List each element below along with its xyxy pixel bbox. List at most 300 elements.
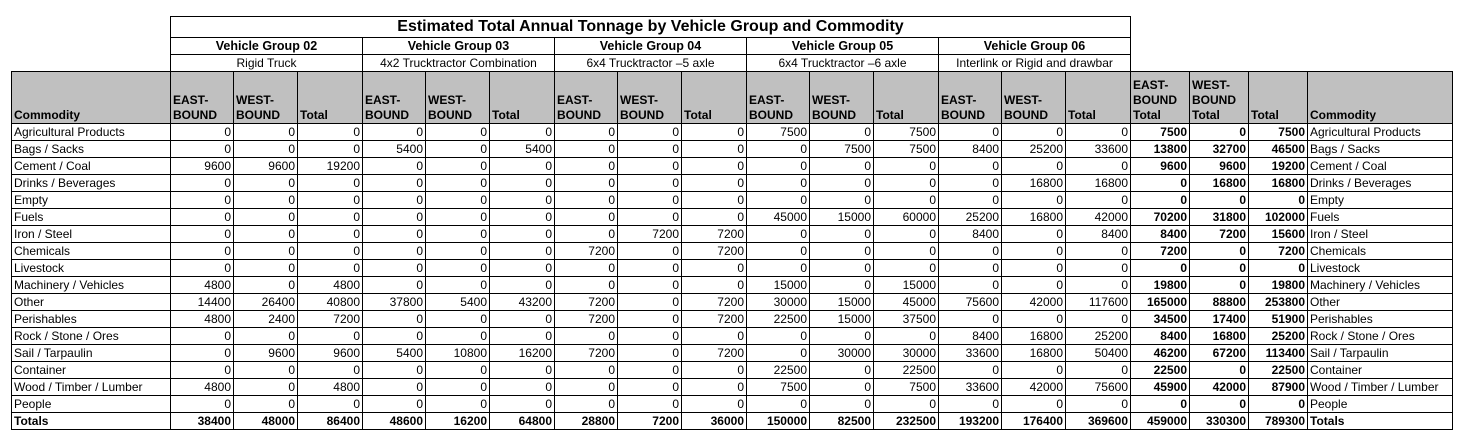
value-cell: 0	[555, 175, 618, 192]
value-cell: 0	[618, 379, 682, 396]
value-cell: 16800	[1002, 328, 1066, 345]
commodity-cell: Iron / Steel	[12, 226, 171, 243]
value-cell: 0	[747, 158, 810, 175]
group-03-subtitle: 4x2 Trucktractor Combination	[363, 55, 555, 72]
value-cell: 7200	[298, 311, 363, 328]
group-05-subtitle: 6x4 Trucktractor –6 axle	[747, 55, 939, 72]
value-cell: 8400	[939, 141, 1002, 158]
value-cell: 0	[939, 124, 1002, 141]
summary-value-cell: 0	[1190, 243, 1249, 260]
value-cell: 0	[682, 158, 747, 175]
value-cell: 0	[363, 192, 426, 209]
value-cell: 0	[490, 362, 555, 379]
value-cell: 19200	[298, 158, 363, 175]
value-cell: 0	[810, 328, 874, 345]
value-cell: 0	[363, 158, 426, 175]
value-cell: 0	[747, 345, 810, 362]
value-cell: 0	[555, 277, 618, 294]
value-cell: 0	[874, 396, 939, 413]
commodity-cell: Totals	[12, 413, 171, 430]
value-cell: 75600	[1066, 379, 1131, 396]
commodity-cell-right: Drinks / Beverages	[1308, 175, 1453, 192]
westbound-header: WEST- BOUND	[234, 72, 298, 124]
value-cell: 0	[1002, 277, 1066, 294]
value-cell: 16800	[1002, 209, 1066, 226]
value-cell: 0	[618, 141, 682, 158]
value-cell: 48600	[363, 413, 426, 430]
westbound-total-header: WEST- BOUND Total	[1190, 72, 1249, 124]
table-row	[12, 209, 1453, 226]
value-cell: 0	[555, 124, 618, 141]
westbound-header: WEST- BOUND	[1002, 72, 1066, 124]
summary-value-cell: 0	[1131, 175, 1190, 192]
commodity-cell: Rock / Stone / Ores	[12, 328, 171, 345]
table-row	[12, 175, 1453, 192]
summary-value-cell: 46200	[1131, 345, 1190, 362]
value-cell: 0	[1002, 192, 1066, 209]
total-header: Total	[298, 72, 363, 124]
value-cell: 0	[363, 311, 426, 328]
group-03-name: Vehicle Group 03	[363, 38, 555, 55]
value-cell: 0	[234, 141, 298, 158]
commodity-cell-right: Agricultural Products	[1308, 124, 1453, 141]
summary-value-cell: 0	[1190, 362, 1249, 379]
table-row	[12, 243, 1453, 260]
value-cell: 0	[810, 243, 874, 260]
value-cell: 0	[810, 226, 874, 243]
value-cell: 0	[874, 260, 939, 277]
summary-value-cell: 0	[1190, 396, 1249, 413]
value-cell: 0	[363, 328, 426, 345]
value-cell: 0	[682, 124, 747, 141]
value-cell: 33600	[939, 379, 1002, 396]
summary-value-cell: 7500	[1249, 124, 1308, 141]
commodity-cell-right: Perishables	[1308, 311, 1453, 328]
value-cell: 0	[171, 226, 234, 243]
value-cell: 0	[682, 362, 747, 379]
value-cell: 0	[426, 124, 490, 141]
value-cell: 0	[1002, 243, 1066, 260]
commodity-cell: Chemicals	[12, 243, 171, 260]
group-02-subtitle: Rigid Truck	[171, 55, 363, 72]
value-cell: 0	[682, 260, 747, 277]
value-cell: 0	[682, 277, 747, 294]
value-cell: 0	[939, 311, 1002, 328]
summary-value-cell: 0	[1131, 192, 1190, 209]
value-cell: 30000	[810, 345, 874, 362]
table-row	[12, 362, 1453, 379]
value-cell: 0	[618, 294, 682, 311]
value-cell: 22500	[747, 362, 810, 379]
value-cell: 0	[171, 345, 234, 362]
table-row	[12, 379, 1453, 396]
value-cell: 0	[810, 277, 874, 294]
value-cell: 50400	[1066, 345, 1131, 362]
value-cell: 0	[618, 345, 682, 362]
value-cell: 0	[810, 362, 874, 379]
value-cell: 0	[810, 260, 874, 277]
value-cell: 7200	[555, 311, 618, 328]
value-cell: 0	[1002, 311, 1066, 328]
value-cell: 0	[618, 396, 682, 413]
value-cell: 0	[1066, 277, 1131, 294]
value-cell: 38400	[171, 413, 234, 430]
summary-value-cell: 0	[1190, 192, 1249, 209]
summary-value-cell: 0	[1249, 260, 1308, 277]
value-cell: 0	[874, 328, 939, 345]
commodity-cell-right: People	[1308, 396, 1453, 413]
summary-value-cell: 7200	[1131, 243, 1190, 260]
value-cell: 0	[874, 192, 939, 209]
value-cell: 0	[810, 124, 874, 141]
value-cell: 0	[426, 362, 490, 379]
commodity-cell-right: Sail / Tarpaulin	[1308, 345, 1453, 362]
summary-value-cell: 102000	[1249, 209, 1308, 226]
totals-row	[12, 413, 1453, 430]
value-cell: 16800	[1066, 175, 1131, 192]
commodity-cell-right: Wood / Timber / Lumber	[1308, 379, 1453, 396]
value-cell: 4800	[298, 277, 363, 294]
commodity-cell-right: Totals	[1308, 413, 1453, 430]
value-cell: 0	[939, 243, 1002, 260]
summary-value-cell: 15600	[1249, 226, 1308, 243]
commodity-cell-right: Fuels	[1308, 209, 1453, 226]
value-cell: 0	[1002, 226, 1066, 243]
value-cell: 5400	[363, 141, 426, 158]
value-cell: 43200	[490, 294, 555, 311]
eastbound-total-header: EAST- BOUND Total	[1131, 72, 1190, 124]
table-row	[12, 260, 1453, 277]
value-cell: 0	[618, 192, 682, 209]
value-cell: 0	[426, 209, 490, 226]
value-cell: 0	[298, 362, 363, 379]
value-cell: 0	[1002, 158, 1066, 175]
total-header: Total	[490, 72, 555, 124]
summary-value-cell: 46500	[1249, 141, 1308, 158]
value-cell: 0	[298, 226, 363, 243]
value-cell: 15000	[810, 209, 874, 226]
summary-value-cell: 45900	[1131, 379, 1190, 396]
summary-value-cell: 17400	[1190, 311, 1249, 328]
commodity-right-header: Commodity	[1308, 72, 1453, 124]
value-cell: 117600	[1066, 294, 1131, 311]
value-cell: 0	[171, 124, 234, 141]
value-cell: 45000	[747, 209, 810, 226]
summary-value-cell: 0	[1190, 124, 1249, 141]
value-cell: 86400	[298, 413, 363, 430]
value-cell: 0	[298, 209, 363, 226]
summary-value-cell: 0	[1249, 396, 1308, 413]
value-cell: 2400	[234, 311, 298, 328]
value-cell: 0	[874, 175, 939, 192]
value-cell: 0	[1066, 260, 1131, 277]
value-cell: 42000	[1002, 294, 1066, 311]
value-cell: 0	[298, 260, 363, 277]
value-cell: 4800	[298, 379, 363, 396]
value-cell: 0	[490, 379, 555, 396]
summary-value-cell: 42000	[1190, 379, 1249, 396]
value-cell: 0	[426, 158, 490, 175]
summary-value-cell: 7200	[1190, 226, 1249, 243]
value-cell: 0	[939, 260, 1002, 277]
table-row	[12, 192, 1453, 209]
westbound-header: WEST- BOUND	[618, 72, 682, 124]
summary-value-cell: 13800	[1131, 141, 1190, 158]
table-row	[12, 226, 1453, 243]
value-cell: 0	[618, 243, 682, 260]
eastbound-header: EAST- BOUND	[171, 72, 234, 124]
value-cell: 0	[1002, 260, 1066, 277]
value-cell: 0	[1066, 311, 1131, 328]
value-cell: 0	[490, 175, 555, 192]
column-header-row	[12, 72, 1453, 124]
value-cell: 0	[555, 141, 618, 158]
group-06-name: Vehicle Group 06	[939, 38, 1131, 55]
summary-value-cell: 0	[1190, 260, 1249, 277]
value-cell: 0	[234, 379, 298, 396]
summary-value-cell: 32700	[1190, 141, 1249, 158]
group-05-name: Vehicle Group 05	[747, 38, 939, 55]
value-cell: 0	[426, 277, 490, 294]
commodity-cell-right: Iron / Steel	[1308, 226, 1453, 243]
value-cell: 0	[426, 243, 490, 260]
summary-value-cell: 0	[1249, 192, 1308, 209]
value-cell: 0	[298, 141, 363, 158]
value-cell: 25200	[939, 209, 1002, 226]
value-cell: 0	[682, 379, 747, 396]
value-cell: 0	[618, 277, 682, 294]
eastbound-header: EAST- BOUND	[747, 72, 810, 124]
value-cell: 0	[682, 396, 747, 413]
commodity-cell-right: Rock / Stone / Ores	[1308, 328, 1453, 345]
value-cell: 15000	[810, 311, 874, 328]
value-cell: 0	[171, 396, 234, 413]
value-cell: 0	[747, 328, 810, 345]
value-cell: 9600	[234, 158, 298, 175]
eastbound-header: EAST- BOUND	[555, 72, 618, 124]
summary-value-cell: 19200	[1249, 158, 1308, 175]
value-cell: 0	[618, 260, 682, 277]
summary-value-cell: 7500	[1131, 124, 1190, 141]
summary-value-cell: 789300	[1249, 413, 1308, 430]
value-cell: 45000	[874, 294, 939, 311]
table-body	[12, 124, 1453, 430]
value-cell: 42000	[1002, 379, 1066, 396]
value-cell: 0	[810, 379, 874, 396]
value-cell: 33600	[939, 345, 1002, 362]
value-cell: 26400	[234, 294, 298, 311]
value-cell: 40800	[298, 294, 363, 311]
value-cell: 0	[618, 311, 682, 328]
value-cell: 0	[426, 396, 490, 413]
value-cell: 0	[747, 243, 810, 260]
value-cell: 0	[363, 396, 426, 413]
value-cell: 0	[363, 124, 426, 141]
value-cell: 0	[1002, 124, 1066, 141]
value-cell: 0	[363, 260, 426, 277]
value-cell: 0	[747, 141, 810, 158]
commodity-cell-right: Container	[1308, 362, 1453, 379]
value-cell: 0	[363, 379, 426, 396]
value-cell: 0	[939, 158, 1002, 175]
value-cell: 0	[555, 328, 618, 345]
value-cell: 15000	[747, 277, 810, 294]
value-cell: 4800	[171, 311, 234, 328]
value-cell: 25200	[1002, 141, 1066, 158]
value-cell: 7200	[682, 345, 747, 362]
value-cell: 7200	[555, 294, 618, 311]
value-cell: 9600	[171, 158, 234, 175]
value-cell: 0	[682, 209, 747, 226]
value-cell: 48000	[234, 413, 298, 430]
value-cell: 0	[810, 396, 874, 413]
tonnage-table	[11, 16, 1453, 430]
value-cell: 0	[810, 158, 874, 175]
value-cell: 0	[171, 243, 234, 260]
value-cell: 0	[490, 396, 555, 413]
table-row	[12, 124, 1453, 141]
value-cell: 0	[490, 192, 555, 209]
value-cell: 232500	[874, 413, 939, 430]
value-cell: 0	[1066, 192, 1131, 209]
summary-value-cell: 19800	[1249, 277, 1308, 294]
summary-value-cell: 165000	[1131, 294, 1190, 311]
value-cell: 0	[363, 175, 426, 192]
value-cell: 0	[747, 260, 810, 277]
value-cell: 0	[555, 362, 618, 379]
group-04-name: Vehicle Group 04	[555, 38, 747, 55]
value-cell: 22500	[747, 311, 810, 328]
value-cell: 16200	[490, 345, 555, 362]
value-cell: 0	[234, 362, 298, 379]
westbound-header: WEST- BOUND	[810, 72, 874, 124]
value-cell: 0	[939, 277, 1002, 294]
table-title: Estimated Total Annual Tonnage by Vehicle Group and Commodity	[171, 17, 1131, 38]
value-cell: 0	[426, 260, 490, 277]
group-06-subtitle: Interlink or Rigid and drawbar	[939, 55, 1131, 72]
value-cell: 7200	[618, 226, 682, 243]
commodity-cell-right: Machinery / Vehicles	[1308, 277, 1453, 294]
value-cell: 0	[1066, 243, 1131, 260]
value-cell: 0	[426, 192, 490, 209]
value-cell: 0	[234, 396, 298, 413]
value-cell: 7500	[747, 379, 810, 396]
value-cell: 369600	[1066, 413, 1131, 430]
value-cell: 0	[490, 226, 555, 243]
total-header: Total	[1066, 72, 1131, 124]
value-cell: 28800	[555, 413, 618, 430]
table-row	[12, 345, 1453, 362]
value-cell: 0	[234, 209, 298, 226]
value-cell: 9600	[298, 345, 363, 362]
value-cell: 0	[171, 260, 234, 277]
value-cell: 0	[490, 124, 555, 141]
value-cell: 176400	[1002, 413, 1066, 430]
value-cell: 0	[682, 141, 747, 158]
value-cell: 0	[682, 175, 747, 192]
value-cell: 0	[939, 175, 1002, 192]
value-cell: 0	[618, 362, 682, 379]
value-cell: 0	[426, 141, 490, 158]
value-cell: 0	[426, 311, 490, 328]
value-cell: 0	[874, 226, 939, 243]
table-row	[12, 294, 1453, 311]
value-cell: 14400	[171, 294, 234, 311]
value-cell: 193200	[939, 413, 1002, 430]
summary-value-cell: 0	[1131, 260, 1190, 277]
value-cell: 7200	[682, 294, 747, 311]
value-cell: 0	[363, 277, 426, 294]
value-cell: 33600	[1066, 141, 1131, 158]
commodity-cell: Other	[12, 294, 171, 311]
value-cell: 0	[171, 209, 234, 226]
value-cell: 0	[363, 243, 426, 260]
grand-total-header: Total	[1249, 72, 1308, 124]
group-04-subtitle: 6x4 Trucktractor –5 axle	[555, 55, 747, 72]
summary-value-cell: 330300	[1190, 413, 1249, 430]
commodity-cell: Drinks / Beverages	[12, 175, 171, 192]
summary-value-cell: 7200	[1249, 243, 1308, 260]
value-cell: 16200	[426, 413, 490, 430]
value-cell: 0	[618, 175, 682, 192]
value-cell: 0	[682, 328, 747, 345]
value-cell: 0	[171, 362, 234, 379]
value-cell: 7200	[555, 243, 618, 260]
value-cell: 82500	[810, 413, 874, 430]
value-cell: 0	[555, 158, 618, 175]
value-cell: 0	[298, 124, 363, 141]
value-cell: 8400	[939, 328, 1002, 345]
summary-value-cell: 19800	[1131, 277, 1190, 294]
value-cell: 37500	[874, 311, 939, 328]
value-cell: 0	[939, 192, 1002, 209]
summary-value-cell: 51900	[1249, 311, 1308, 328]
value-cell: 4800	[171, 379, 234, 396]
value-cell: 0	[618, 328, 682, 345]
value-cell: 7200	[682, 243, 747, 260]
value-cell: 0	[171, 328, 234, 345]
value-cell: 0	[363, 226, 426, 243]
value-cell: 0	[171, 175, 234, 192]
value-cell: 0	[555, 192, 618, 209]
table-row	[12, 396, 1453, 413]
summary-value-cell: 0	[1190, 277, 1249, 294]
summary-value-cell: 16800	[1249, 175, 1308, 192]
total-header: Total	[682, 72, 747, 124]
value-cell: 0	[426, 226, 490, 243]
summary-value-cell: 9600	[1190, 158, 1249, 175]
commodity-cell-right: Empty	[1308, 192, 1453, 209]
value-cell: 0	[874, 243, 939, 260]
value-cell: 0	[555, 379, 618, 396]
value-cell: 9600	[234, 345, 298, 362]
value-cell: 0	[426, 328, 490, 345]
commodity-cell: Wood / Timber / Lumber	[12, 379, 171, 396]
commodity-cell: Livestock	[12, 260, 171, 277]
commodity-cell: Perishables	[12, 311, 171, 328]
value-cell: 0	[298, 243, 363, 260]
value-cell: 0	[234, 192, 298, 209]
value-cell: 8400	[939, 226, 1002, 243]
value-cell: 0	[298, 192, 363, 209]
value-cell: 7500	[874, 124, 939, 141]
value-cell: 7200	[555, 345, 618, 362]
value-cell: 0	[490, 209, 555, 226]
summary-value-cell: 16800	[1190, 328, 1249, 345]
summary-value-cell: 22500	[1131, 362, 1190, 379]
value-cell: 0	[234, 226, 298, 243]
value-cell: 7500	[874, 141, 939, 158]
